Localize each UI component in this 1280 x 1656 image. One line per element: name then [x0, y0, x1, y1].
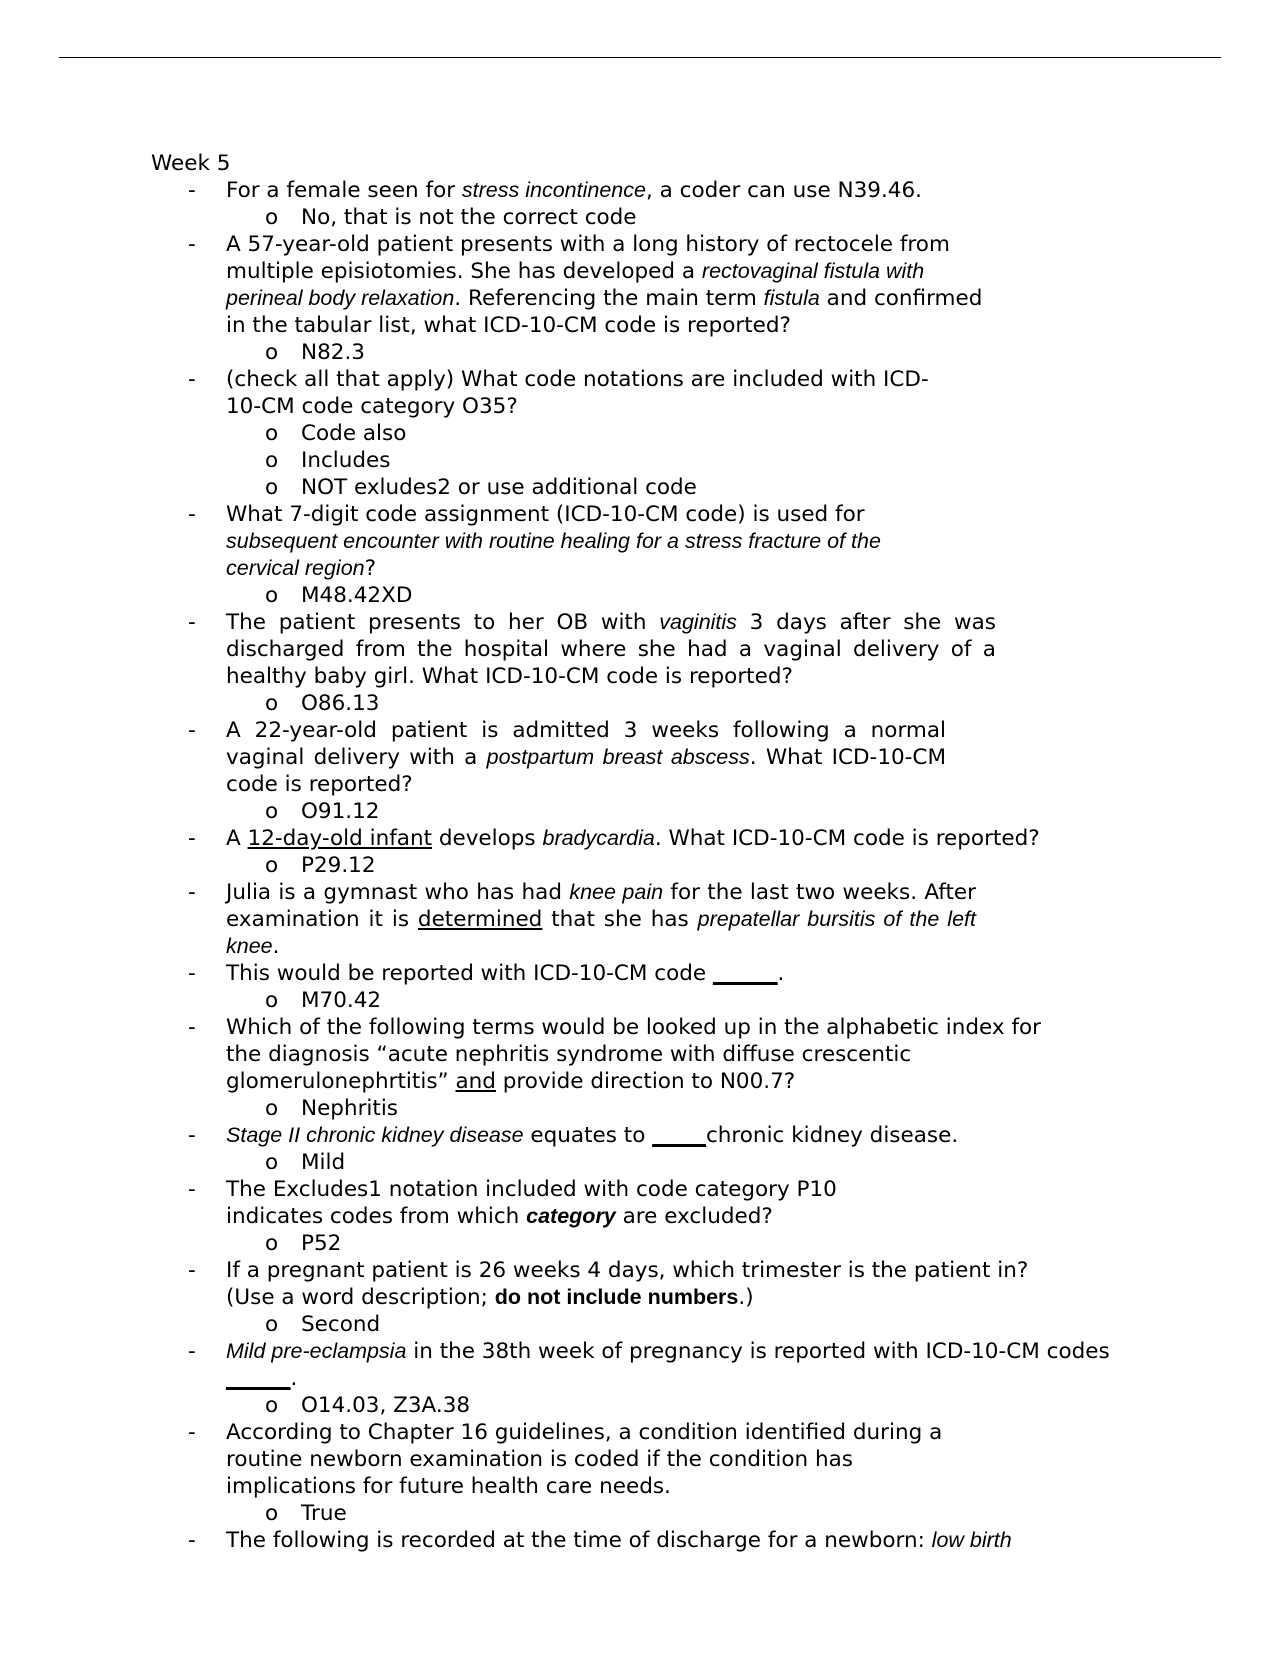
question-text: are excluded?: [615, 1204, 773, 1229]
question-report-code: [151, 960, 1111, 987]
answer-bullet: o: [265, 1501, 279, 1526]
answer-bullet: o: [265, 853, 279, 878]
answer-item: [151, 798, 1111, 825]
answer-bullet: o: [265, 340, 279, 365]
answer-text: NOT exludes2 or use additional code: [301, 475, 697, 500]
answer-item: [151, 1230, 1111, 1257]
answer-bullet: o: [265, 1393, 279, 1418]
question-text: ?: [364, 556, 377, 581]
answer-text: P52: [301, 1231, 342, 1256]
answer-item: [151, 690, 1111, 717]
question-underline: 12-day-old infant: [247, 826, 432, 851]
question-text: , a coder can use N39.46.: [645, 178, 922, 203]
question-newborn-discharge: [151, 1527, 1111, 1554]
question-text: What 7-digit code assignment (ICD-10-CM code) is used for: [226, 502, 865, 527]
question-italic: postpartum breast abscess: [486, 745, 750, 769]
question-text: chronic kidney disease.: [705, 1123, 959, 1148]
question-pre-eclampsia: [151, 1338, 1111, 1392]
question-text: . Referencing the main term: [454, 286, 764, 311]
answer-text: Code also: [301, 421, 407, 446]
question-italic: fistula: [763, 286, 820, 310]
answer-text: No, that is not the correct code: [301, 205, 637, 230]
answer-item: [151, 474, 1111, 501]
question-text: that she has: [542, 907, 698, 932]
question-text: If a pregnant patient is 26 weeks 4 days, which trimester is the patient in? (Use a word description;: [226, 1258, 1029, 1310]
question-text: equates to: [523, 1123, 653, 1148]
question-text: A 22-year-old patient is admitted 3 weeks following a normal vaginal delivery with a: [226, 718, 946, 770]
answer-bullet: o: [265, 475, 279, 500]
answer-bullet: o: [265, 421, 279, 446]
answer-text: O86.13: [301, 691, 380, 716]
question-bold: do not include numbers: [494, 1285, 739, 1309]
question-text: The following is recorded at the time of discharge for a newborn:: [226, 1528, 932, 1553]
question-text: The patient presents to her OB with: [226, 610, 660, 635]
question-stress-fracture: [151, 501, 956, 582]
answer-item: [151, 582, 1111, 609]
question-text: 3 days after she was discharged from the hospital where she had a vaginal delivery of a healthy baby girl. What ICD-10-CM code is reported?: [226, 610, 996, 689]
question-text: . What ICD-10-CM code is reported?: [226, 745, 946, 797]
question-vaginitis: [151, 609, 996, 690]
question-text: for the last two weeks. After examination it is: [226, 880, 976, 932]
question-italic: low birth: [931, 1528, 1012, 1552]
answer-bullet: o: [265, 799, 279, 824]
answer-item: [151, 1149, 1111, 1176]
question-text: A 57-year-old patient presents with a long history of rectocele from multiple episiotomies. She has developed a: [226, 232, 950, 284]
answer-item: [151, 852, 1111, 879]
question-bold-italic: category: [526, 1204, 616, 1228]
answer-item: [151, 987, 1111, 1014]
question-stress-incontinence: [151, 177, 1111, 204]
answer-bullet: o: [265, 988, 279, 1013]
answer-text: M48.42XD: [301, 583, 413, 608]
question-text: develops: [432, 826, 543, 851]
answer-item: [151, 1392, 1111, 1419]
question-text: .): [738, 1285, 754, 1310]
question-text: . What ICD-10-CM code is reported?: [654, 826, 1040, 851]
answer-bullet: o: [265, 1312, 279, 1337]
answer-item: [151, 1095, 1111, 1122]
question-text: provide direction to N00.7?: [495, 1069, 796, 1094]
question-bradycardia: [151, 825, 1076, 852]
answer-item: [151, 1311, 1111, 1338]
answer-text: Mild: [301, 1150, 346, 1175]
answer-item: [151, 420, 1111, 447]
answer-text: True: [301, 1501, 347, 1526]
answer-bullet: o: [265, 583, 279, 608]
question-underline: determined: [417, 907, 543, 932]
answer-blank: ______: [712, 961, 778, 986]
answer-text: O14.03, Z3A.38: [301, 1393, 471, 1418]
answer-bullet: o: [265, 448, 279, 473]
question-breast-abscess: [151, 717, 946, 798]
answer-text: M70.42: [301, 988, 382, 1013]
answer-text: O91.12: [301, 799, 380, 824]
answer-text: N82.3: [301, 340, 365, 365]
question-text: Which of the following terms would be looked up in the alphabetic index for the diagnosis “acute nephritis syndrome with diffuse crescentic glomerulonephrtitis”: [226, 1015, 1042, 1094]
question-trimester: [151, 1257, 1076, 1311]
question-italic: subsequent encounter with routine healing for a stress fracture of the cervical region: [226, 529, 881, 580]
question-text: .: [290, 1366, 298, 1391]
question-italic: bradycardia: [542, 826, 655, 850]
question-rectovaginal-fistula: [151, 231, 996, 339]
question-text: This would be reported with ICD-10-CM code: [226, 961, 713, 986]
question-text: Julia is a gymnast who has had: [226, 880, 570, 905]
question-text: According to Chapter 16 guidelines, a condition identified during a routine newborn examination is coded if the condition has implications for future health care needs.: [226, 1420, 943, 1499]
answer-bullet: o: [265, 1150, 279, 1175]
answer-text: Includes: [301, 448, 391, 473]
answer-item: [151, 1500, 1111, 1527]
page-title: Week 5: [151, 151, 231, 176]
question-text: A: [226, 826, 248, 851]
answer-bullet: o: [265, 1231, 279, 1256]
question-ckd-stage: [151, 1122, 1111, 1149]
question-italic: knee pain: [569, 880, 664, 904]
answer-text: Second: [301, 1312, 381, 1337]
answer-bullet: o: [265, 1096, 279, 1121]
answer-item: [151, 339, 1111, 366]
question-chapter16: [151, 1419, 946, 1500]
question-text: and confirmed in the tabular list, what ICD-10-CM code is reported?: [226, 286, 983, 338]
question-text: The Excludes1 notation included with code category P10 indicates codes from which: [226, 1177, 837, 1229]
answer-item: [151, 447, 1111, 474]
question-code-notations: [151, 366, 946, 420]
question-text: (check all that apply) What code notations are included with ICD-10-CM code category O35?: [226, 367, 929, 419]
question-italic: prepatellar bursitis of the left knee: [226, 907, 976, 958]
question-text: in the 38th week of pregnancy is reported with ICD-10-CM codes: [406, 1339, 1110, 1364]
answer-blank: ______: [226, 1366, 291, 1391]
question-text: For a female seen for: [226, 178, 462, 203]
answer-item: [151, 204, 1111, 231]
answer-text: P29.12: [301, 853, 376, 878]
question-text: .: [272, 934, 280, 959]
question-knee-pain: [151, 879, 976, 960]
answer-blank: _____: [652, 1123, 706, 1148]
header-rule: [59, 57, 1221, 58]
document-body: [151, 150, 1111, 1554]
question-italic: Mild pre-eclampsia: [226, 1339, 407, 1363]
question-italic: vaginitis: [659, 610, 737, 634]
question-italic: Stage II chronic kidney disease: [226, 1123, 524, 1147]
answer-text: Nephritis: [301, 1096, 399, 1121]
question-italic: rectovaginal fistula with perineal body relaxation: [226, 259, 925, 310]
question-list: [151, 177, 1111, 1554]
question-text: .: [777, 961, 785, 986]
answer-bullet: o: [265, 205, 279, 230]
answer-bullet: o: [265, 691, 279, 716]
question-italic: stress incontinence: [461, 178, 646, 202]
question-nephritis: [151, 1014, 1076, 1095]
question-underline: and: [455, 1069, 496, 1094]
question-excludes1: [151, 1176, 906, 1230]
